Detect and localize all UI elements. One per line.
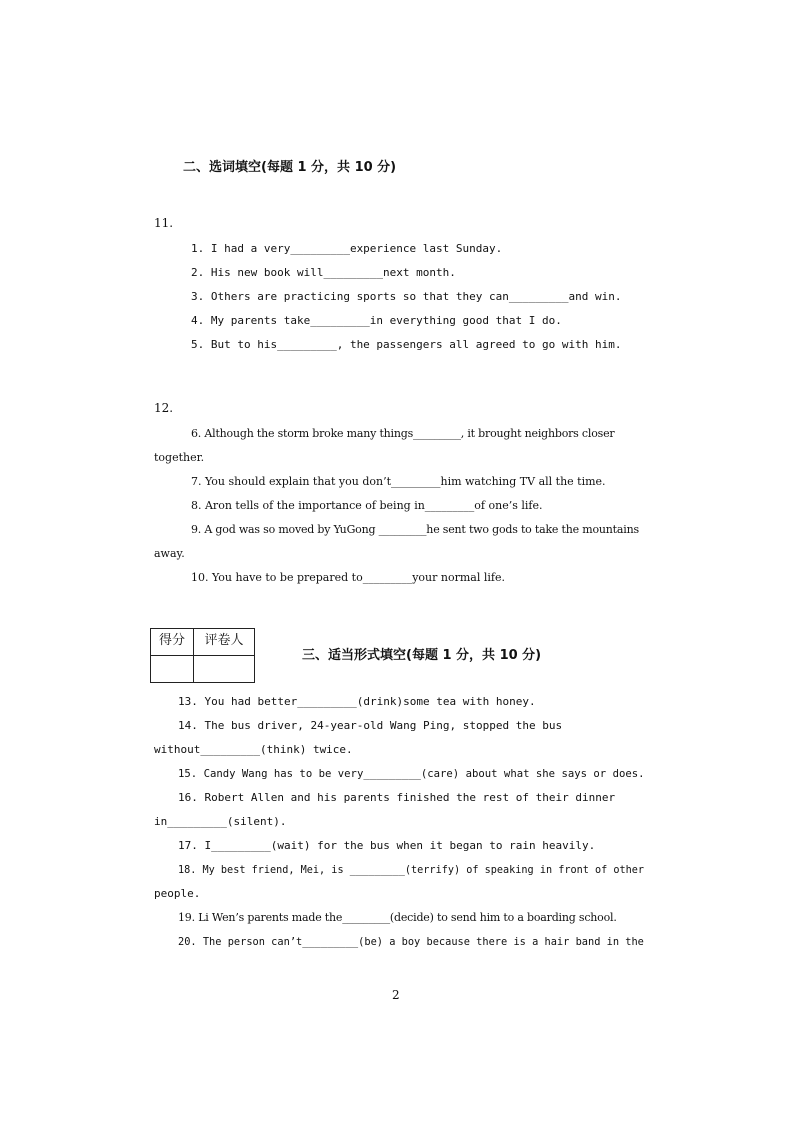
question-7: 7. You should explain that you don’t_________him watching TV all the time.: [191, 475, 606, 488]
section-2-title: 二、选词填空(每题 1 分，共 10 分): [183, 160, 397, 175]
question-group-11-number: 11.: [154, 216, 174, 230]
question-17: 17. I_________(wait) for the bus when it began to rain heavily.: [178, 839, 596, 852]
question-8: 8. Aron tells of the importance of being in_________of one’s life.: [191, 499, 543, 512]
question-16-continued: in_________(silent).: [154, 815, 287, 828]
question-5: 5. But to his_________, the passengers all agreed to go with him.: [191, 338, 622, 351]
question-6-continued: together.: [154, 451, 205, 464]
question-4: 4. My parents take_________in everything good that I do.: [191, 314, 562, 327]
question-15: 15. Candy Wang has to be very_________(care) about what she says or does.: [178, 767, 645, 780]
question-16: 16. Robert Allen and his parents finished the rest of their dinner: [178, 791, 616, 804]
question-20: 20. The person can’t_________(be) a boy because there is a hair band in the: [178, 935, 644, 948]
question-14: 14. The bus driver, 24-year-old Wang Ping, stopped the bus: [178, 719, 563, 732]
question-18: 18. My best friend, Mei, is _________(terrify) of speaking in front of other: [178, 863, 645, 876]
question-group-12-number: 12.: [154, 401, 174, 415]
question-1: 1. I had a very_________experience last Sunday.: [191, 242, 503, 255]
section-3-title: 三、适当形式填空(每题 1 分，共 10 分): [302, 648, 542, 663]
question-9: 9. A god was so moved by YuGong _________he sent two gods to take the mountains: [191, 523, 639, 536]
page-number: 2: [392, 988, 400, 1002]
grader-value-cell: [194, 656, 255, 683]
question-13: 13. You had better_________(drink)some tea with honey.: [178, 695, 536, 708]
question-3: 3. Others are practicing sports so that they can_________and win.: [191, 290, 622, 303]
question-6: 6. Although the storm broke many things_________, it brought neighbors closer: [191, 427, 615, 440]
score-label-cell: 得分: [151, 629, 194, 656]
grader-label-cell: 评卷人: [194, 629, 255, 656]
question-10: 10. You have to be prepared to_________your normal life.: [191, 571, 505, 584]
score-value-cell: [151, 656, 194, 683]
question-2: 2. His new book will_________next month.: [191, 266, 456, 279]
question-9-continued: away.: [154, 547, 185, 560]
question-18-continued: people.: [154, 887, 201, 900]
score-table: [150, 628, 255, 683]
question-19: 19. Li Wen’s parents made the_________(decide) to send him to a boarding school.: [178, 911, 617, 924]
question-14-continued: without_________(think) twice.: [154, 743, 353, 756]
